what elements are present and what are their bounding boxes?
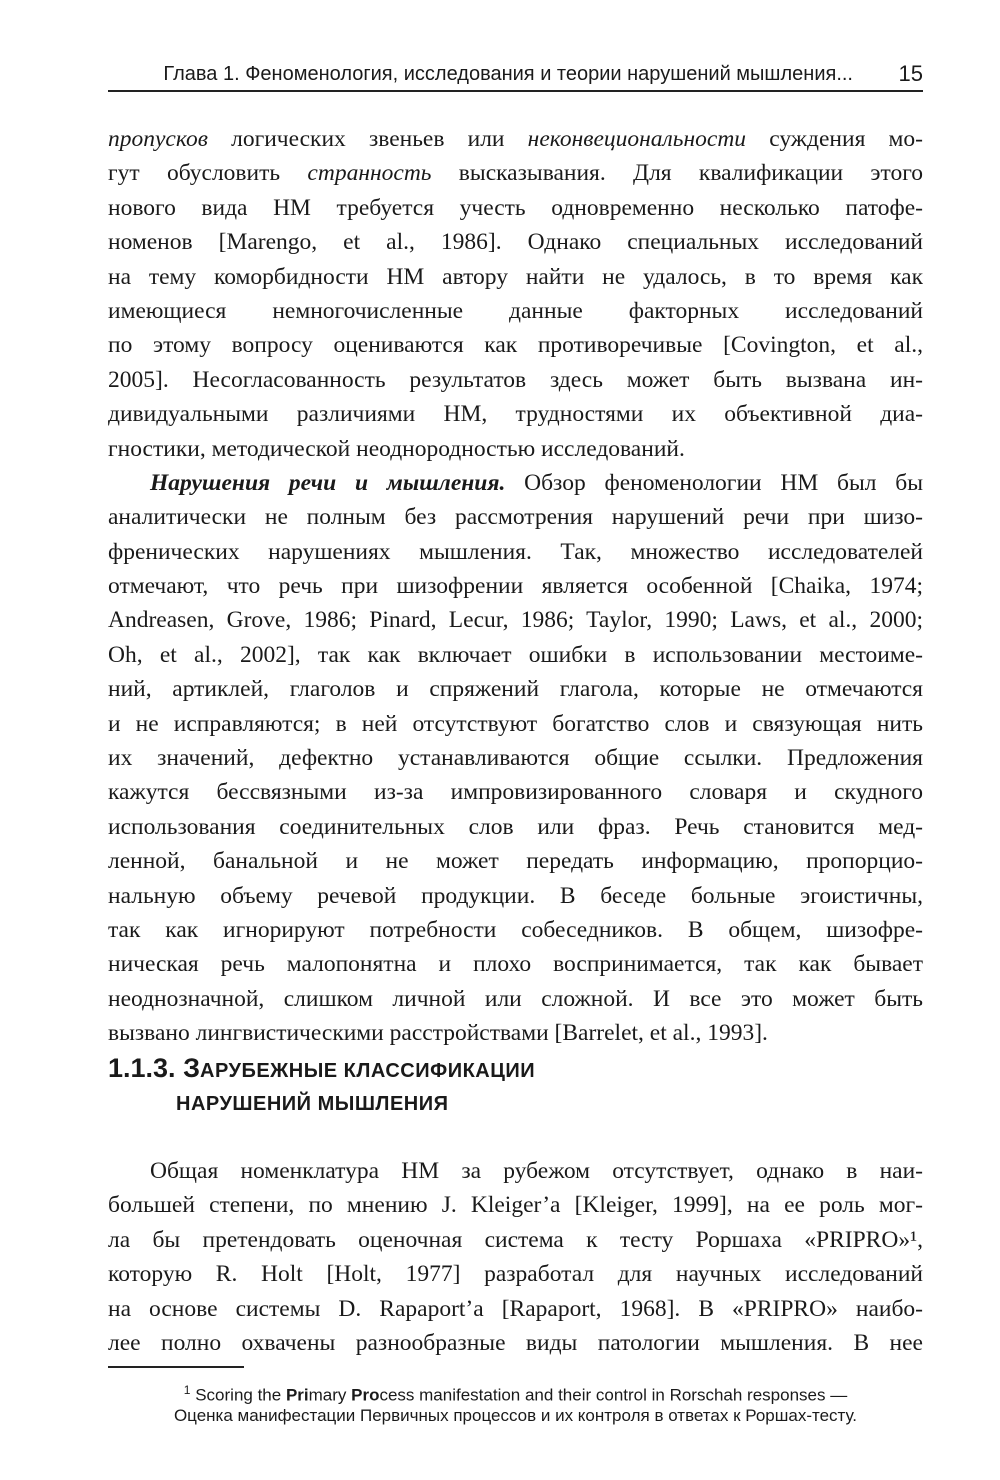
footnote-line-2: Оценка манифестации Первичных процессов и их контроля в ответах к Роршах-тесту. <box>173 1406 858 1425</box>
text-segment: и не исправляются; в ней отсутствуют богатство слов и связующая нить <box>108 710 923 737</box>
text-segment: ническая речь малопонятна и плохо воспринимается, так как бывает <box>108 951 923 978</box>
text-line <box>108 844 923 878</box>
body-text <box>108 122 923 1051</box>
text-segment: номенов [Marengo, et al., 1986]. Однако специальных исследований <box>108 229 923 256</box>
text-segment: так как игнорируют потребности собеседников. В общем, шизофре- <box>108 916 923 943</box>
text-line <box>108 1154 923 1188</box>
footnote-line-1: $^1$ Scoring the Primary Process manifestation and their control in Rorschah responses — <box>183 1383 848 1405</box>
text-line <box>108 191 923 225</box>
section-heading-line-2: НАРУШЕНИЙ МЫШЛЕНИЯ <box>176 1093 449 1115</box>
text-segment: лее полно охвачены разнообразные виды патологии мышления. В нее <box>108 1329 923 1356</box>
section-number: 1.1.3. <box>108 1053 176 1083</box>
text-line <box>108 122 923 156</box>
text-segment: ла бы претендовать оценочная система к тесту Роршаха «PRIPRO»¹, <box>108 1226 923 1253</box>
text-line <box>108 810 923 844</box>
text-segment: дивидуальными различиями НМ, трудностями их объективной диа- <box>108 401 923 428</box>
text-segment: имеющиеся немногочисленные данные факторных исследований <box>108 297 923 324</box>
running-header <box>108 60 923 92</box>
text-segment: неоднозначной, слишком личной или сложной. И все это может быть <box>108 985 923 1012</box>
text-line <box>108 156 923 190</box>
text-segment: ний, артиклей, глаголов и спряжений глагола, которые не отмечаются <box>108 676 923 703</box>
text-segment: нальную объему речевой продукции. В беседе больные эгоистичны, <box>108 882 923 909</box>
text-segment: Обзор феноменологии НМ был бы <box>505 469 923 496</box>
text-line <box>108 913 923 947</box>
text-segment: кажутся бессвязными из-за импровизированного словаря и скудного <box>108 779 923 806</box>
text-segment: отмечают, что речь при шизофрении является особенной [Chaika, 1974; <box>108 573 923 600</box>
section-heading <box>108 1048 923 1120</box>
text-line <box>108 1016 923 1050</box>
text-segment: использования соединительных слов или фраз. Речь становится мед- <box>108 813 923 840</box>
text-segment: по этому вопросу оцениваются как противоречивые [Covington, et al., <box>108 332 923 359</box>
footnote <box>108 1378 923 1428</box>
text-line <box>108 500 923 534</box>
page-number: 15 <box>898 61 923 86</box>
emphasized-text: Нарушения речи и мышления. <box>150 469 506 496</box>
section-title-rest: АРУБЕЖНЫЕ КЛАССИФИКАЦИИ <box>200 1060 536 1082</box>
text-segment: логических звеньев или <box>207 126 528 152</box>
text-line <box>108 432 923 466</box>
text-line <box>108 638 923 672</box>
text-line <box>108 775 923 809</box>
text-line <box>108 879 923 913</box>
text-segment: аналитически не полным без рассмотрения нарушений речи при шизо- <box>108 504 923 531</box>
emphasized-text: пропусков <box>108 126 208 152</box>
chapter-title: Глава 1. Феноменология, исследования и теории нарушений мышления... <box>163 63 853 85</box>
text-line <box>108 603 923 637</box>
body-text-after-heading <box>108 1154 923 1360</box>
text-segment: на тему коморбидности НМ автору найти не удалось, в то время как <box>108 263 923 290</box>
text-line <box>108 707 923 741</box>
emphasized-text: неконвециональности <box>527 126 747 152</box>
text-segment: высказывания. Для квалификации этого <box>431 160 923 187</box>
text-segment: Oh, et al., 2002], так как включает ошибки в использовании местоиме- <box>108 641 923 668</box>
text-segment: нового вида НМ требуется учесть одновременно несколько патофе- <box>108 194 923 221</box>
emphasized-text: странность <box>307 160 432 187</box>
text-line <box>108 1223 923 1257</box>
text-line <box>108 1257 923 1291</box>
section-title-capital: З <box>183 1053 200 1083</box>
text-segment: большей степени, по мнению J. Kleiger’a [Kleiger, 1999], на ее роль мог- <box>108 1192 923 1219</box>
text-line <box>108 1326 923 1360</box>
text-line <box>108 466 923 500</box>
text-segment: вызвано лингвистическими расстройствами [Barrelet, et al., 1993]. <box>108 1020 768 1047</box>
text-segment: Andreasen, Grove, 1986; Pinard, Lecur, 1986; Taylor, 1990; Laws, et al., 2000; <box>108 607 923 634</box>
text-segment: их значений, дефектно устанавливаются общие ссылки. Предложения <box>108 745 923 772</box>
text-line <box>108 569 923 603</box>
text-segment: гностики, методической неоднородностью исследований. <box>108 435 685 462</box>
text-line <box>108 1188 923 1222</box>
text-segment: френических нарушениях мышления. Так, множество исследователей <box>108 538 923 565</box>
text-line <box>108 397 923 431</box>
text-line <box>108 982 923 1016</box>
text-line <box>108 294 923 328</box>
text-line <box>108 363 923 397</box>
text-line <box>108 535 923 569</box>
footnote-marker: 1 <box>183 1383 191 1397</box>
footnote-rule <box>108 1366 244 1368</box>
text-line <box>108 947 923 981</box>
text-segment: Общая номенклатура НМ за рубежом отсутствует, однако в наи- <box>150 1158 923 1184</box>
text-line <box>108 672 923 706</box>
text-segment: которую R. Holt [Holt, 1977] разработал для научных исследований <box>108 1261 923 1288</box>
text-line <box>108 1292 923 1326</box>
text-line <box>108 260 923 294</box>
text-segment: 2005]. Несогласованность результатов здесь может быть вызвана ин- <box>108 366 923 393</box>
text-line <box>108 328 923 362</box>
text-line <box>108 225 923 259</box>
section-heading-line-1 <box>108 1048 923 1088</box>
text-segment: суждения мо- <box>746 126 923 152</box>
text-line <box>108 741 923 775</box>
text-segment: на основе системы D. Rapaport’a [Rapaport, 1968]. В «PRIPRO» наибо- <box>108 1295 923 1322</box>
text-segment: гут обусловить <box>108 160 308 187</box>
text-segment: ленной, банальной и не может передать информацию, пропорцио- <box>108 848 923 875</box>
